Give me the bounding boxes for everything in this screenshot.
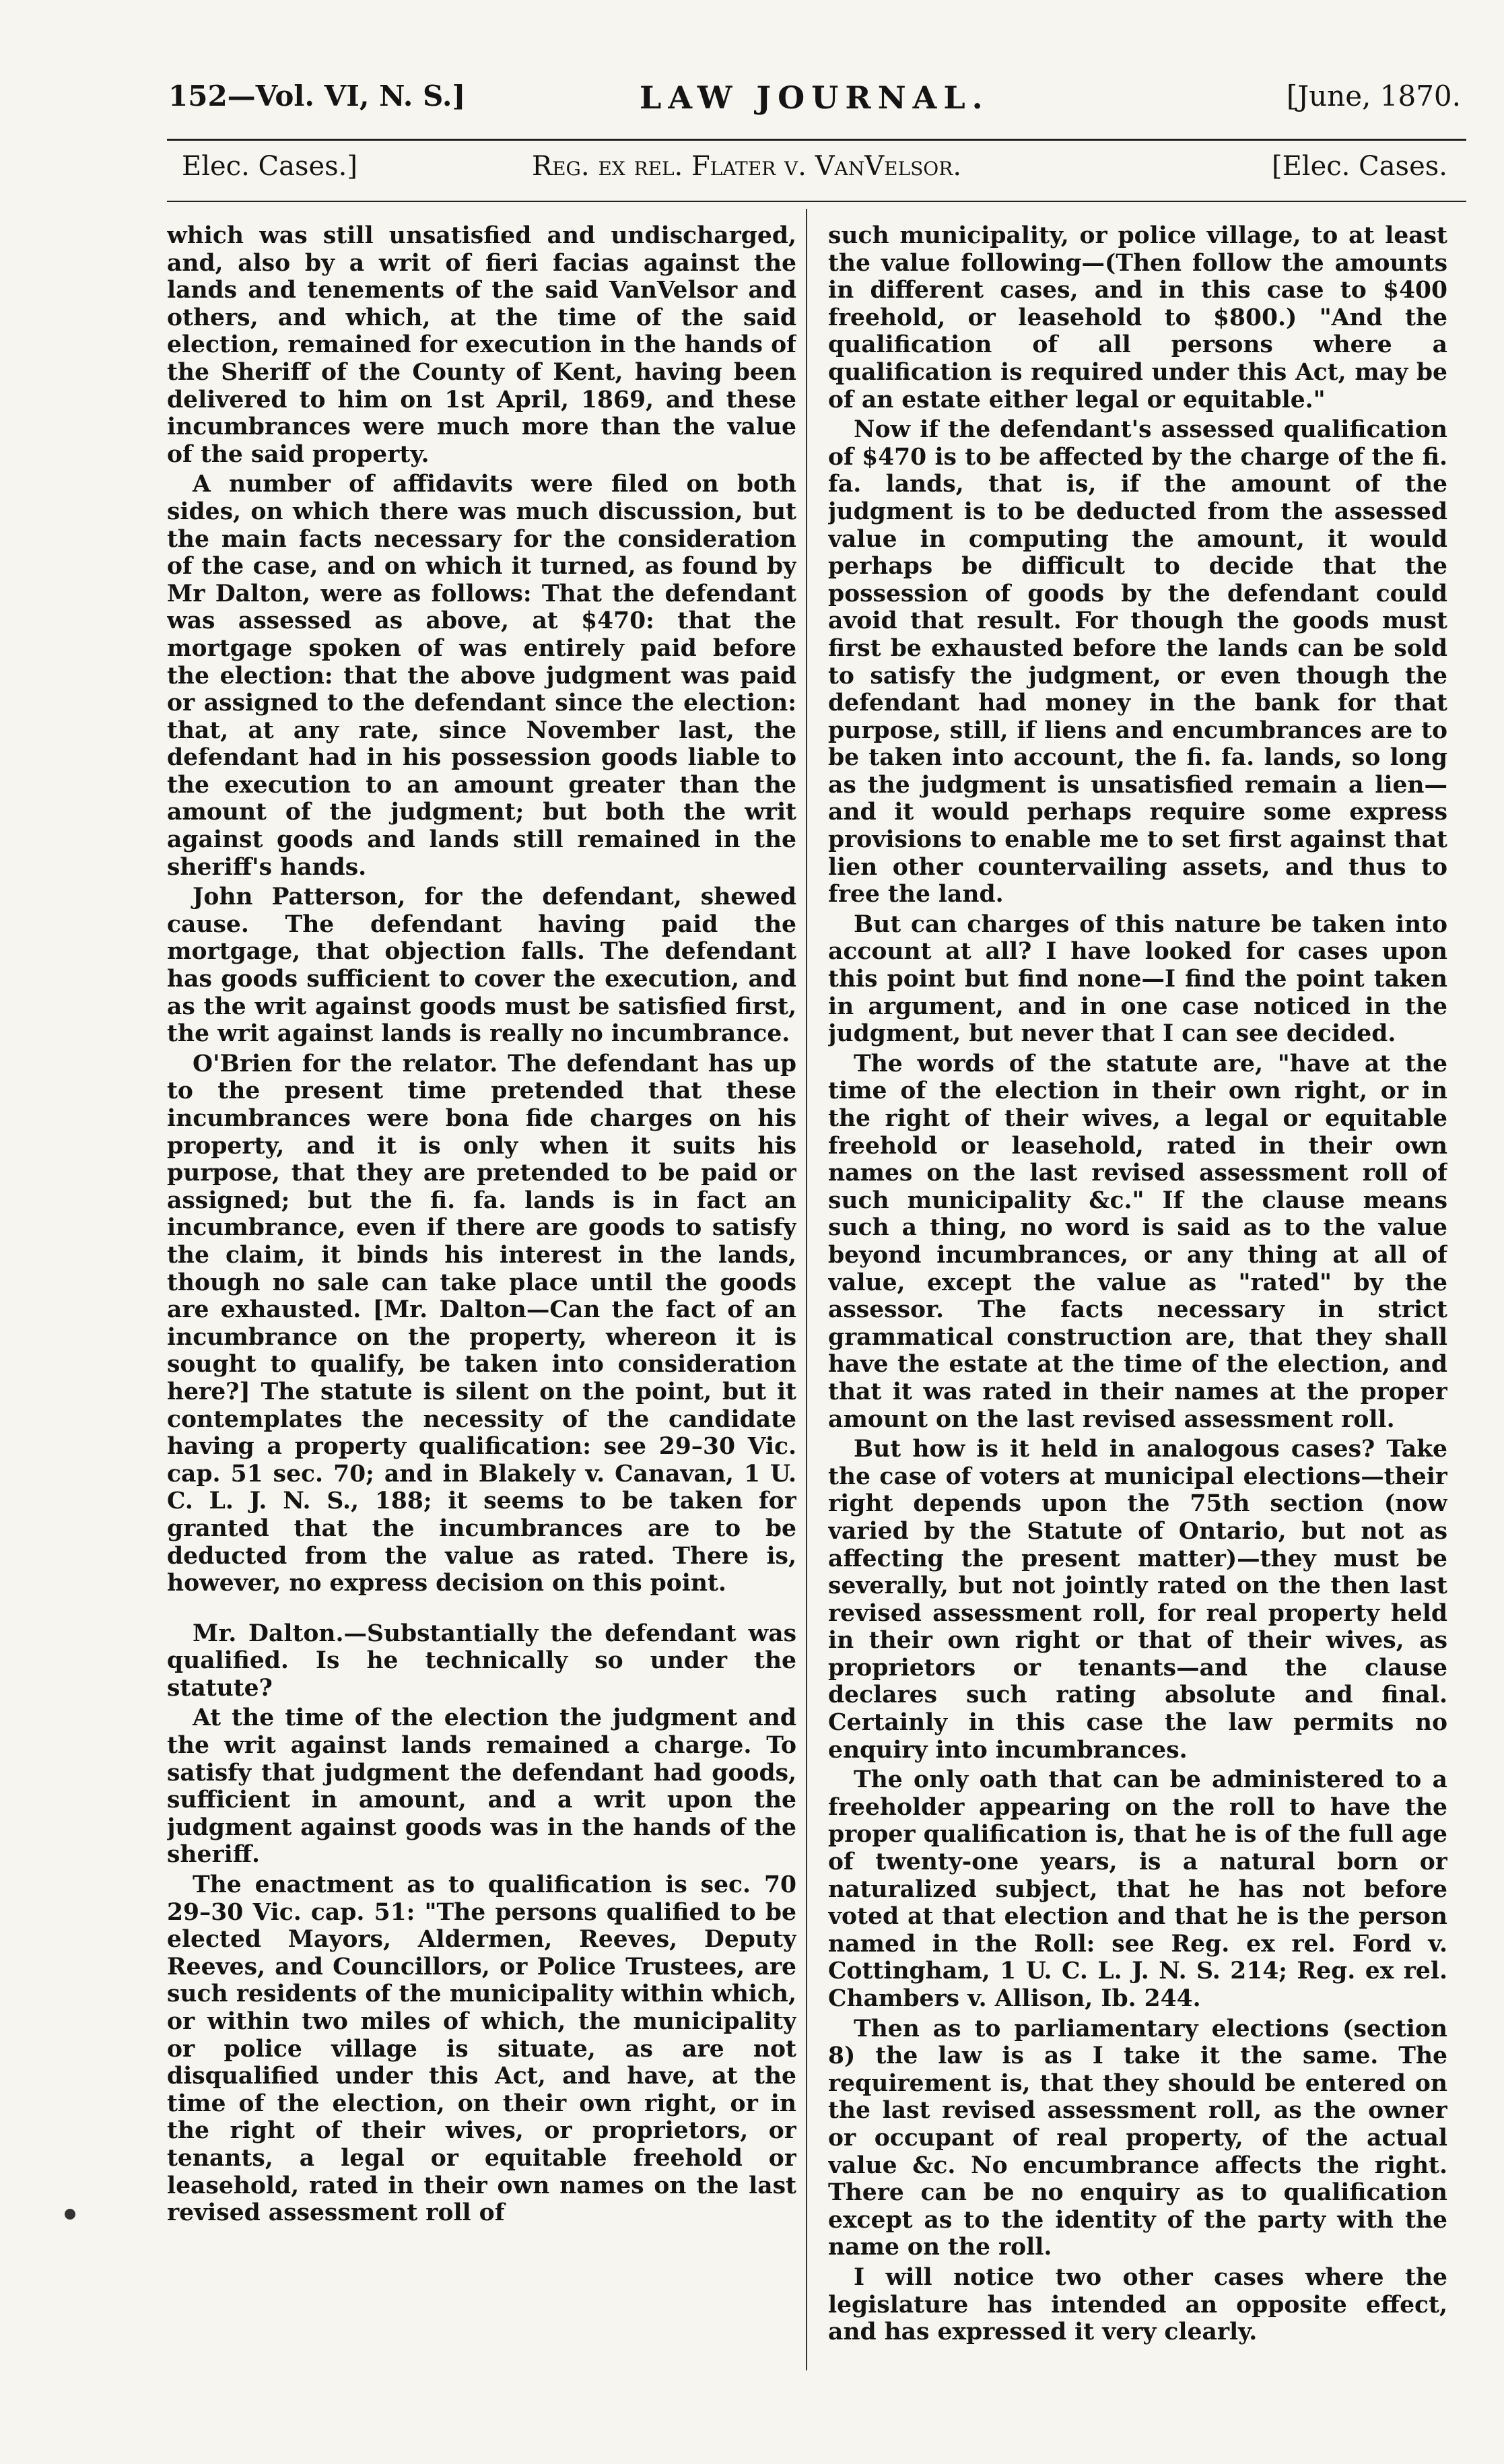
paragraph: I will notice two other cases where the legislature has intended an opposite effect, and has expressed it very clearly.: [828, 2263, 1447, 2346]
paragraph: A number of affidavits were filed on both sides, on which there was much discussion, but the main facts necessary for the consideration of the case, and on which it turned, as found by Mr Dalton, were as follows: That the defendant was assessed as above, at $470: that the mortgage spoken of was entirely paid before the election: that the above judgment was paid or assigned to the defendant since the election: that, at any rate, since November last, the defendant had in his possession goods liable to the execution to an amount greater than the amount of the judgment; but both the writ against goods and lands still remained in the sheriff's hands.: [167, 471, 796, 881]
column-divider: [806, 209, 807, 2370]
paragraph: John Patterson, for the defendant, shewed cause. The defendant having paid the mortgage, that objection falls. The defendant has goods sufficient to cover the execution, and as the writ against goods must be satisfied first, the writ against lands is really no incumbrance.: [167, 884, 796, 1048]
paragraph: The enactment as to qualification is sec. 70 29–30 Vic. cap. 51: "The persons qualified to be elected Mayors, Aldermen, Reeves, Deputy Reeves, and Councillors, or Police Trustees, are such residents of the municipality within which, or within two miles of which, the municipality or police village is situate, as are not disqualified under this Act, and have, at the time of the election, on their own right, or in the right of their wives, or proprietors, or tenants, a legal or equitable freehold or leasehold, rated in their own names on the last revised assessment roll of: [167, 1871, 796, 2227]
journal-title: LAW JOURNAL.: [640, 79, 990, 116]
paragraph: Mr. Dalton.—Substantially the defendant was qualified. Is he technically so under the statute?: [167, 1620, 796, 1702]
section-label-right: [Elec. Cases.: [1272, 151, 1447, 182]
header-rule: [167, 139, 1466, 141]
page-volume-label: 152—Vol. VI, N. S.]: [168, 79, 466, 112]
paragraph: The words of the statute are, "have at the time of the election in their own right, or in the right of their wives, a legal or equitable freehold or leasehold, rated in their own names on the last revised assessment roll of such municipality &c." If the clause means such a thing, no word is said as to the value beyond incumbrances, or any thing at all of value, except the value as "rated" by the assessor. The facts necessary in strict grammatical construction are, that they shall have the estate at the time of the election, and that it was rated in their names at the proper amount on the last revised assessment roll.: [828, 1050, 1447, 1433]
right-column: [828, 222, 1447, 2370]
paragraph: Now if the defendant's assessed qualification of $470 is to be affected by the charge of the fi. fa. lands, that is, if the amount of the judgment is to be deducted from the assessed value in computing the amount, it would perhaps be difficult to decide that the possession of goods by the defendant could avoid that result. For though the goods must first be exhausted before the lands can be sold to satisfy the judgment, or even though the defendant had money in the bank for that purpose, still, if liens and encumbrances are to be taken into account, the fi. fa. lands, so long as the judgment is unsatisfied remain a lien—and it would perhaps require some express provisions to enable me to set first against that lien other countervailing assets, and thus to free the land.: [828, 416, 1447, 908]
paragraph: But how is it held in analogous cases? Take the case of voters at municipal elections—their right depends upon the 75th section (now varied by the Statute of Ontario, but not as affecting the present matter)—they must be severally, but not jointly rated on the then last revised assessment roll, for real property held in their own right or that of their wives, as proprietors or tenants—and the clause declares such rating absolute and final. Certainly in this case the law permits no enquiry into incumbrances.: [828, 1436, 1447, 1764]
issue-date: [June, 1870.: [1286, 79, 1461, 112]
running-header: [168, 79, 1461, 127]
paragraph: Then as to parliamentary elections (section 8) the law is as I take it the same. The requirement is, that they should be entered on the last revised assessment roll, as the owner or occupant of real property, of the actual value &c. No encumbrance affects the right. There can be no enquiry as to qualification except as to the identity of the party with the name on the roll.: [828, 2015, 1447, 2261]
paragraph: O'Brien for the relator. The defendant has up to the present time pretended that these incumbrances were bona fide charges on his property, and it is only when it suits his purpose, that they are pretended to be paid or assigned; but the fi. fa. lands is in fact an incumbrance, even if there are goods to satisfy the claim, it binds his interest in the lands, though no sale can take place until the goods are exhausted. [Mr. Dalton—Can the fact of an incumbrance on the property, whereon it is sought to qualify, be taken into consideration here?] The statute is silent on the point, but it contemplates the necessity of the candidate having a property qualification: see 29–30 Vic. cap. 51 sec. 70; and in Blakely v. Canavan, 1 U. C. L. J. N. S., 188; it seems to be taken for granted that the incumbrances are to be deducted from the value as rated. There is, however, no express decision on this point.: [167, 1050, 796, 1597]
subheader-rule: [167, 201, 1466, 202]
paragraph: But can charges of this nature be taken into account at all? I have looked for cases upon this point but find none—I find the point taken in argument, and in one case noticed in the judgment, but never that I can see decided.: [828, 910, 1447, 1048]
section-label-left: Elec. Cases.]: [182, 151, 357, 182]
case-header: [182, 151, 1447, 191]
paragraph: The only oath that can be administered to a freeholder appearing on the roll to have the proper qualification is, that he is of the full age of twenty-one years, is a natural born or naturalized subject, that he has not before voted at that election and that he is the person named in the Roll: see Reg. ex rel. Ford v. Cottingham, 1 U. C. L. J. N. S. 214; Reg. ex rel. Chambers v. Allison, Ib. 244.: [828, 1766, 1447, 2012]
left-column: [167, 222, 796, 2370]
case-title: Reg. ex rel. Flater v. VanVelsor.: [532, 151, 962, 182]
ink-blot: [65, 2209, 75, 2220]
paragraph: such municipality, or police village, to at least the value following—(Then follow the amounts in different cases, and in this case to $400 freehold, or leasehold to $800.) "And the qualification of all persons where a qualification is required under this Act, may be of an estate either legal or equitable.": [828, 222, 1447, 413]
paragraph: At the time of the election the judgment and the writ against lands remained a charge. To satisfy that judgment the defendant had goods, sufficient in amount, and a writ upon the judgment against goods was in the hands of the sheriff.: [167, 1704, 796, 1869]
paragraph: which was still unsatisfied and undischarged, and, also by a writ of fieri facias against the lands and tenements of the said VanVelsor and others, and which, at the time of the said election, remained for execution in the hands of the Sheriff of the County of Kent, having been delivered to him on 1st April, 1869, and these incumbrances were much more than the value of the said property.: [167, 222, 796, 468]
